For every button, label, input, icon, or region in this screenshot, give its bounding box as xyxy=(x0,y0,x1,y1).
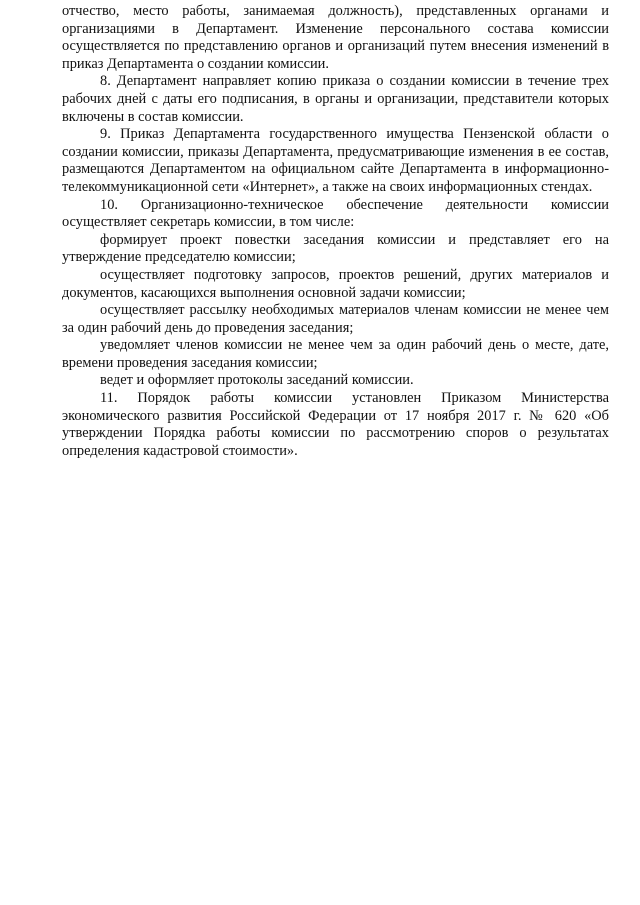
paragraph-duty-protocols: ведет и оформляет протоколы заседаний комиссии. xyxy=(100,372,414,389)
document-page xyxy=(62,3,609,460)
paragraph-duty-notification: уведомляет членов комиссии не менее чем за один рабочий день о месте, дате, времени проведения заседания комиссии; xyxy=(62,337,609,371)
paragraph-item-10: 10. Организационно-техническое обеспечение деятельности комиссии осуществляет секретарь комиссии, в том числе: xyxy=(62,196,609,231)
paragraph-item-9: 9. Приказ Департамента государственного имущества Пензенской области о создании комиссии, приказы Департамента, предусматривающие изменения в ее состав, размещаются Департаментом на официальном сайте Департамента в информационно-телекоммуникационной сети «Интернет», а также на своих информационных стендах. xyxy=(62,126,609,195)
paragraph-item-8: 8. Департамент направляет копию приказа о создании комиссии в течение трех рабочих дней с даты его подписания, в органы и организации, представители которых включены в состав комиссии. xyxy=(62,73,609,125)
paragraph-duty-mailing: осуществляет рассылку необходимых материалов членам комиссии не менее чем за один рабочий день до проведения заседания; xyxy=(62,302,609,336)
paragraph-continuation: отчество, место работы, занимаемая должность), представленных органами и организациями в Департамент. Изменение персонального состава комиссии осуществляется по представлению органов и организаций путем внесения изменений в приказ Департамента о создании комиссии. xyxy=(62,3,609,72)
paragraph-duty-preparation: осуществляет подготовку запросов, проектов решений, других материалов и документов, касающихся выполнения основной задачи комиссии; xyxy=(62,266,609,301)
paragraph-item-11: 11. Порядок работы комиссии установлен Приказом Министерства экономического развития Российской Федерации от 17 ноября 2017 г. № 620 «Об утверждении Порядка работы комиссии по рассмотрению споров о результатах определения кадастровой стоимости». xyxy=(62,390,609,459)
paragraph-duty-agenda: формирует проект повестки заседания комиссии и представляет его на утверждение председателю комиссии; xyxy=(62,231,609,266)
